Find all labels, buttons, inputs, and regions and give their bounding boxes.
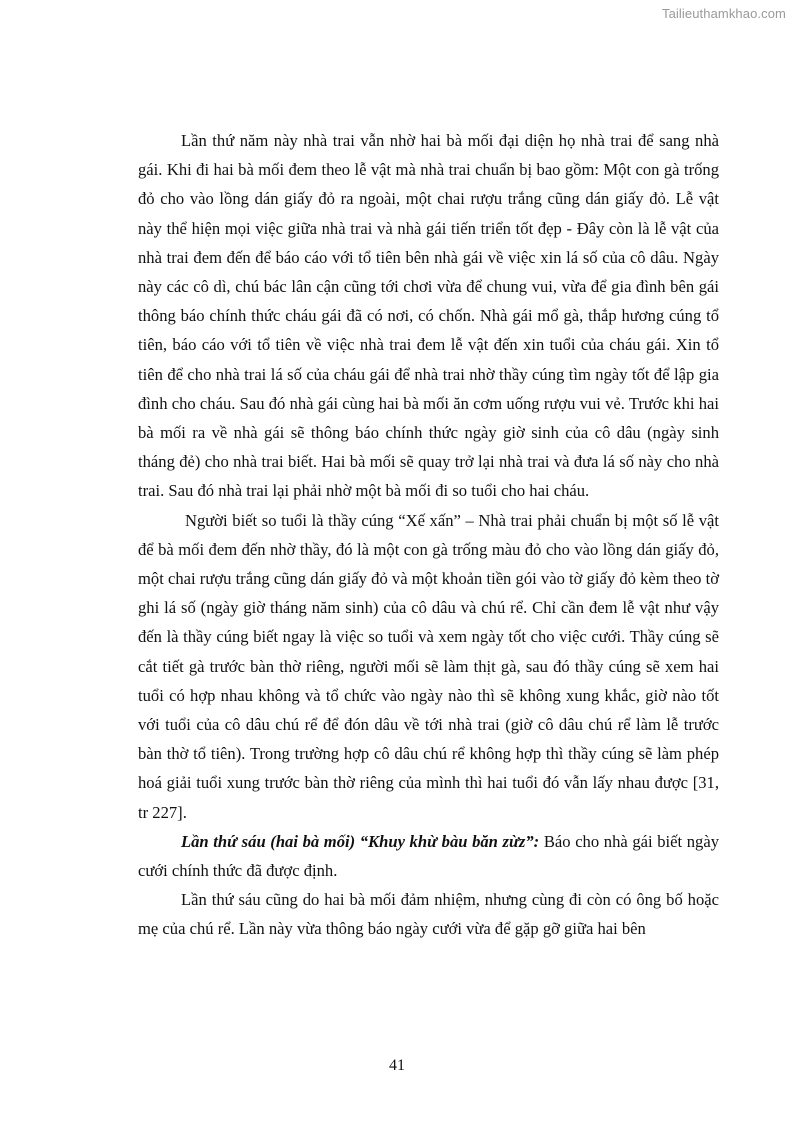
paragraph-1 bbox=[138, 126, 719, 506]
paragraph-3 bbox=[138, 827, 719, 885]
paragraph-4-text: Lần thứ sáu cũng do hai bà mối đảm nhiệm, nhưng cùng đi còn có ông bố hoặc mẹ của chú rể. Lần này vừa thông báo ngày cưới vừa để gặp gỡ giữa hai bên bbox=[138, 890, 719, 939]
paragraph-4 bbox=[138, 885, 719, 943]
paragraph-2-text: Người biết so tuổi là thầy cúng “Xế xấn” – Nhà trai phải chuẩn bị một số lễ vật để bà mối đem đến nhờ thầy, đó là một con gà trống màu đỏ cho vào lồng dán giấy đỏ, một chai rượu trắng cũng dán giấy đỏ và một khoản tiền gói vào tờ giấy đỏ kèm theo tờ ghi lá số (ngày giờ tháng năm sinh) của cô dâu và chú rể. Chỉ cần đem lễ vật như vậy đến là thầy cúng biết ngay là việc so tuổi và xem ngày tốt cho việc cưới. Thầy cúng sẽ cắt tiết gà trước bàn thờ riêng, người mối sẽ làm thịt gà, sau đó thầy cúng sẽ xem hai tuổi có hợp nhau không và tổ chức vào ngày nào thì sẽ không xung khắc, giờ nào tốt với tuổi của cô dâu chú rể để đón dâu về tới nhà trai (giờ cô dâu chú rể làm lễ trước bàn thờ tổ tiên). Trong trường hợp cô dâu chú rể không hợp thì thầy cúng sẽ làm phép hoá giải tuổi xung trước bàn thờ riêng của mình thì hai tuổi đó vẫn lấy nhau được [31, tr 227]. bbox=[138, 510, 719, 822]
document-body bbox=[138, 126, 719, 944]
paragraph-1-text: Lần thứ năm này nhà trai vẫn nhờ hai bà mối đại diện họ nhà trai để sang nhà gái. Khi đi hai bà mối đem theo lễ vật mà nhà trai chuẩn bị bao gồm: Một con gà trống đỏ cho vào lồng dán giấy đỏ ra ngoài, một chai rượu trắng cũng dán giấy đỏ. Lễ vật này thể hiện mọi việc giữa nhà trai và nhà gái tiến triển tốt đẹp - Đây còn là lễ vật của nhà trai đem đến để báo cáo với tổ tiên bên nhà gái về việc xin lá số của cô dâu. Ngày này các cô dì, chú bác lân cận cũng tới chơi vừa để chung vui, vừa để gia đình bên gái thông báo chính thức cháu gái đã có nơi, có chốn. Nhà gái mổ gà, thắp hương cúng tổ tiên, báo cáo với tổ tiên về việc nhà trai đem lễ vật đến xin tuổi của cháu gái. Xin tổ tiên để cho nhà trai lá số của cháu gái để nhà trai nhờ thầy cúng tìm ngày tốt để lập gia đình cho cháu. Sau đó nhà gái cùng hai bà mối ăn cơm uống rượu vui vẻ. Trước khi hai bà mối ra về nhà gái sẽ thông báo chính thức ngày giờ sinh của cô dâu (ngày sinh tháng đẻ) cho nhà trai biết. Hai bà mối sẽ quay trở lại nhà trai và đưa lá số này cho nhà trai. Sau đó nhà trai lại phải nhờ một bà mối đi so tuổi cho hai cháu. bbox=[138, 131, 719, 501]
paragraph-3-text: Báo cho nhà gái biết ngày cưới chính thức đã được định. bbox=[138, 831, 720, 881]
paragraph-3-lead: Lần thứ sáu (hai bà mối) “Khuy khừ bàu băn zừz”: bbox=[181, 831, 540, 851]
paragraph-2 bbox=[138, 506, 719, 827]
watermark: Tailieuthamkhao.com bbox=[661, 6, 786, 21]
page-number: 41 bbox=[389, 1057, 405, 1074]
